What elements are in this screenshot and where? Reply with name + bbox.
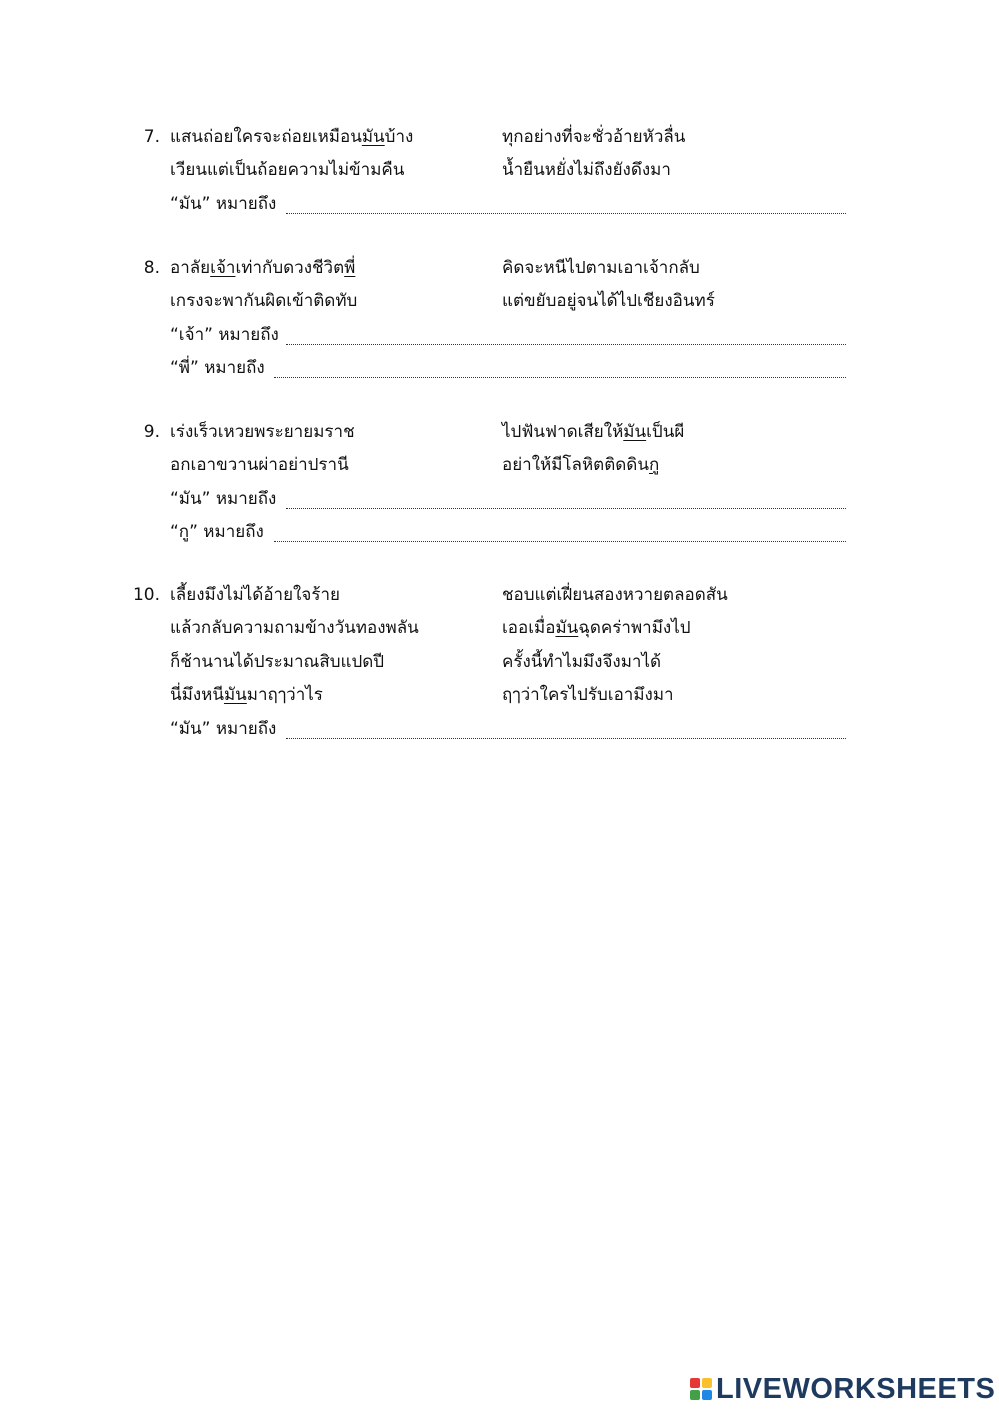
verse-line: อกเอาขวานผ่าอย่าปรานี — [170, 455, 349, 475]
verse-line: นี่มึงหนีมันมาฤๅว่าไร — [170, 685, 323, 705]
liveworksheets-branding — [690, 1374, 995, 1404]
logo-square-icon — [690, 1390, 700, 1400]
underlined-word: มัน — [223, 685, 247, 705]
underlined-word: พี่ — [344, 258, 356, 278]
question-number: 10. — [132, 585, 160, 605]
answer-row — [170, 718, 846, 740]
answer-row — [170, 521, 846, 543]
verse-line: อย่าให้มีโลหิตติดดินกู — [502, 455, 660, 475]
underlined-word: เจ้า — [210, 258, 236, 278]
verse-line: ครั้งนี้ทำไมมึงจึงมาได้ — [502, 652, 662, 672]
answer-input[interactable] — [274, 365, 846, 378]
underlined-word: กู — [648, 455, 660, 475]
verse-line: คิดจะหนีไปตามเอาเจ้ากลับ — [502, 258, 700, 278]
answer-label: “มัน” หมายถึง — [170, 719, 277, 739]
underlined-word: มัน — [361, 127, 385, 147]
answer-row — [170, 324, 846, 346]
answer-input[interactable] — [286, 496, 846, 509]
verse-line: ฤๅว่าใครไปรับเอามึงมา — [502, 685, 674, 705]
answer-row — [170, 357, 846, 379]
verse-line: แต่ขยับอยู่จนได้ไปเชียงอินทร์ — [502, 291, 715, 311]
answer-input[interactable] — [274, 529, 846, 542]
verse-line: เกรงจะพากันผิดเข้าติดทับ — [170, 291, 358, 311]
verse-line: แสนถ่อยใครจะถ่อยเหมือนมันบ้าง — [170, 127, 414, 147]
answer-row — [170, 488, 846, 510]
answer-row — [170, 193, 846, 215]
verse-line: เร่งเร็วเหวยพระยายมราช — [170, 422, 355, 442]
verse-line: เออเมื่อมันฉุดคร่าพามึงไป — [502, 618, 691, 638]
logo-square-icon — [702, 1390, 712, 1400]
verse-line: น้ำยืนหยั่งไม่ถึงยังดึงมา — [502, 160, 671, 180]
verse-line: เลี้ยงมึงไม่ได้อ้ายใจร้าย — [170, 585, 340, 605]
answer-label: “มัน” หมายถึง — [170, 489, 277, 509]
logo-square-icon — [690, 1378, 700, 1388]
logo-square-icon — [702, 1378, 712, 1388]
answer-input[interactable] — [286, 201, 846, 214]
verse-line: ก็ช้านานได้ประมาณสิบแปดปี — [170, 652, 385, 672]
answer-input[interactable] — [286, 332, 846, 345]
verse-line: อาลัยเจ้าเท่ากับดวงชีวิตพี่ — [170, 258, 356, 278]
verse-line: เวียนแต่เป็นถ้อยความไม่ข้ามคืน — [170, 160, 405, 180]
verse-line: ทุกอย่างที่จะชั่วอ้ายหัวลื่น — [502, 127, 686, 147]
underlined-word: มัน — [555, 618, 579, 638]
liveworksheets-logo-icon — [690, 1378, 712, 1400]
question-number: 8. — [143, 258, 160, 278]
answer-label: “กู” หมายถึง — [170, 522, 264, 542]
brand-text: LIVEWORKSHEETS — [716, 1372, 996, 1405]
verse-line: ชอบแต่เฝี่ยนสองหวายตลอดสัน — [502, 585, 728, 605]
answer-input[interactable] — [286, 726, 846, 739]
answer-label: “มัน” หมายถึง — [170, 194, 277, 214]
question-number: 9. — [143, 422, 160, 442]
answer-label: “พี่” หมายถึง — [170, 358, 265, 378]
underlined-word: มัน — [623, 422, 647, 442]
question-number: 7. — [143, 127, 160, 147]
answer-label: “เจ้า” หมายถึง — [170, 325, 279, 345]
verse-line: แล้วกลับความถามข้างวันทองพลัน — [170, 618, 419, 638]
verse-line: ไปฟันฟาดเสียให้มันเป็นผี — [502, 422, 685, 442]
